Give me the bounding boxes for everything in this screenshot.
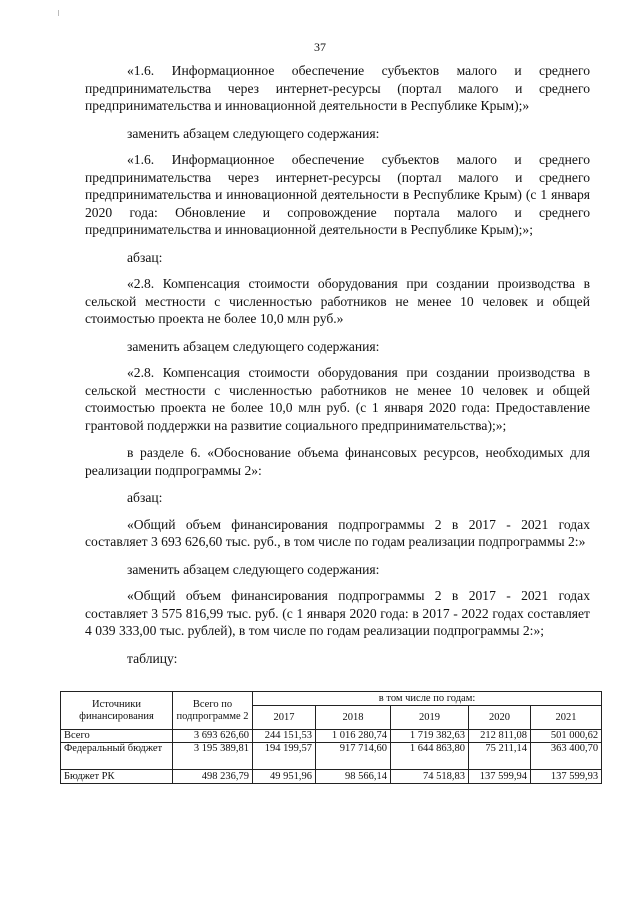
row-value: 98 566,14 [316, 770, 391, 784]
row-value: 1 719 382,63 [391, 730, 469, 743]
row-value: 501 000,62 [531, 730, 602, 743]
paragraph-quote-1-6-new: «1.6. Информационное обеспечение субъектов малого и среднего предпринимательства через интернет-ресурсы (портал малого и среднего предпринимательства и инновационной деятельности в Республике Крым) (с 1 января 2020 года: Обновление и сопровождение портала малого и среднего предпринимательства и инновационной деятельности в Республике Крым);»; [85, 152, 590, 237]
row-value: 244 151,53 [253, 730, 316, 743]
row-total: 3 693 626,60 [173, 730, 253, 743]
row-value: 917 714,60 [316, 743, 391, 770]
paragraph-abzac-2: абзац: [127, 490, 163, 505]
table-header-row [61, 692, 602, 706]
header-year: 2017 [253, 706, 316, 730]
paragraph-financing-new: «Общий объем финансирования подпрограммы 2 в 2017 - 2021 годах составляет 3 575 816,99 тыс. руб. (с 1 января 2020 года: в 2017 - 2022 годах составляет 4 039 333,00 тыс. рублей), в том числе по годам реализации подпрограммы 2:»; [85, 588, 590, 638]
row-value: 1 016 280,74 [316, 730, 391, 743]
header-year: 2019 [391, 706, 469, 730]
paragraph-replace-instruction-3: заменить абзацем следующего содержания: [127, 561, 380, 577]
row-source: Федеральный бюджет [61, 743, 173, 770]
row-value: 1 644 863,80 [391, 743, 469, 770]
table-row [61, 770, 602, 784]
page-number: 37 [314, 40, 326, 54]
row-value: 49 951,96 [253, 770, 316, 784]
row-value: 194 199,57 [253, 743, 316, 770]
header-years-group: в том числе по годам: [253, 692, 602, 706]
row-value: 74 518,83 [391, 770, 469, 784]
header-source: Источники финансирования [61, 692, 173, 730]
row-value: 75 211,14 [469, 743, 531, 770]
document-body [85, 62, 590, 677]
table-row [61, 730, 602, 743]
paragraph-replace-instruction-2: заменить абзацем следующего содержания: [127, 338, 380, 354]
row-source: Бюджет РК [61, 770, 173, 784]
paragraph-financing-old: «Общий объем финансирования подпрограммы 2 в 2017 - 2021 годах составляет 3 693 626,60 тыс. руб., в том числе по годам реализации подпрограммы 2:» [85, 516, 590, 549]
financing-table [60, 691, 602, 784]
header-total: Всего по подпрограмме 2 [173, 692, 253, 730]
paragraph-replace-instruction-1: заменить абзацем следующего содержания: [127, 125, 380, 141]
row-value: 363 400,70 [531, 743, 602, 770]
paragraph-abzac-1: абзац: [127, 249, 163, 265]
header-year: 2020 [469, 706, 531, 730]
row-source: Всего [61, 730, 173, 743]
row-total: 498 236,79 [173, 770, 253, 784]
row-total: 3 195 389,81 [173, 743, 253, 770]
paragraph-quote-1-6-old: «1.6. Информационное обеспечение субъектов малого и среднего предпринимательства через интернет-ресурсы (портал малого и среднего предпринимательства и инновационной деятельности в Республике Крым);» [85, 63, 590, 113]
scan-mark [58, 10, 59, 16]
paragraph-quote-2-8-old: «2.8. Компенсация стоимости оборудования при создании производства в сельской местности с численностью работников не менее 10 человек и общей стоимостью проекта не более 10,0 млн руб.» [85, 276, 590, 326]
header-year: 2018 [316, 706, 391, 730]
paragraph-table-intro: таблицу: [127, 650, 178, 666]
table-row [61, 743, 602, 770]
paragraph-quote-2-8-new: «2.8. Компенсация стоимости оборудования при создании производства в сельской местности с численностью работников не менее 10 человек и общей стоимостью проекта не более 10,0 млн руб. (с 1 января 2020 года: Предоставление грантовой поддержки на развитие социального предпринимательства);»; [85, 365, 590, 433]
row-value: 212 811,08 [469, 730, 531, 743]
paragraph-section-6: в разделе 6. «Обоснование объема финансовых ресурсов, необходимых для реализации подпрограммы 2»: [85, 445, 590, 478]
header-year: 2021 [531, 706, 602, 730]
row-value: 137 599,94 [469, 770, 531, 784]
row-value: 137 599,93 [531, 770, 602, 784]
